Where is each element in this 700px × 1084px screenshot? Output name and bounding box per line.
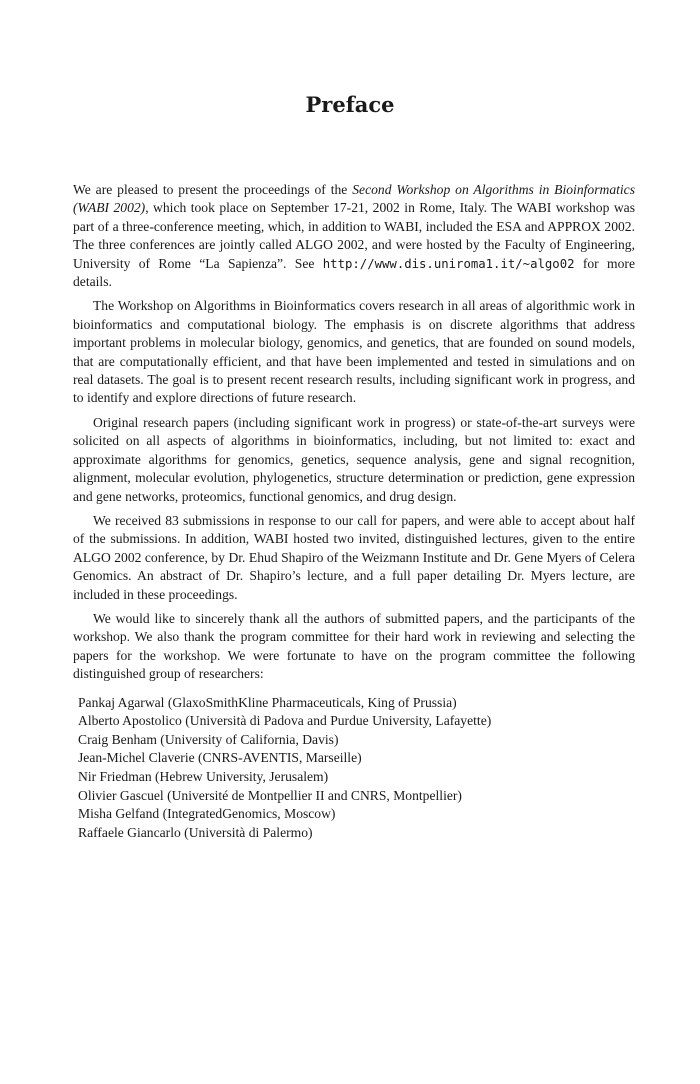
- workshop-name: Second Workshop on Algorithms in Bioinformatics (WABI 2002): [73, 182, 635, 216]
- committee-member: Nir Friedman (Hebrew University, Jerusalem): [78, 768, 329, 784]
- committee-member: Misha Gelfand (IntegratedGenomics, Moscow): [78, 806, 336, 822]
- committee-member: Raffaele Giancarlo (Università di Palermo): [78, 824, 313, 840]
- intro-text-c: for more details.: [73, 255, 635, 290]
- committee-member: Alberto Apostolico (Università di Padova and Purdue University, Lafayette): [78, 713, 492, 729]
- intro-text-a: We are pleased to present the proceedings of the: [73, 182, 353, 197]
- page-title: Preface: [305, 92, 395, 117]
- workshop-url-link[interactable]: http://www.dis.uniroma1.it/~algo02: [322, 256, 575, 271]
- paragraph-acknowledgements: We would like to sincerely thank all the authors of submitted papers, and the participants of the workshop. We also thank the program committee for their hard work in reviewing and selecting the papers for the workshop. We were fortunate to have on the program committee the following distinguished group of researchers:: [73, 610, 635, 682]
- committee-member: Olivier Gascuel (Université de Montpellier II and CNRS, Montpellier): [78, 787, 462, 803]
- paragraph-submissions: We received 83 submissions in response to our call for papers, and were able to accept about half of the submissions. In addition, WABI hosted two invited, distinguished lectures, given to the entire ALGO 2002 conference, by Dr. Ehud Shapiro of the Weizmann Institute and Dr. Gene Myers of Celera Genomics. An abstract of Dr. Shapiro’s lecture, and a full paper detailing Dr. Myers lecture, are included in these proceedings.: [73, 512, 635, 602]
- committee-member: Pankaj Agarwal (GlaxoSmithKline Pharmaceuticals, King of Prussia): [78, 694, 457, 710]
- paragraph-call-for-papers: Original research papers (including significant work in progress) or state-of-the-art surveys were solicited on all aspects of algorithms in bioinformatics, including, but not limited to: exact and approximate algorithms for genomics, genetics, sequence analysis, gene and signal recognition, alignment, molecular evolution, phylogenetics, structure determination or prediction, gene expression and gene networks, proteomics, functional genomics, and drug design.: [73, 414, 635, 504]
- committee-member: Jean-Michel Claverie (CNRS-AVENTIS, Marseille): [78, 750, 362, 766]
- intro-text-b: , which took place on September 17-21, 2002 in Rome, Italy. The WABI workshop was part of a three-conference meeting, which, in addition to WABI, included the ESA and APPROX 2002. The three conferences are jointly called ALGO 2002, and were hosted by the Faculty of Engineering, University of Rome “La Sapienza”. See: [73, 200, 635, 271]
- preface-body: [73, 181, 635, 842]
- paragraph-intro: [73, 181, 635, 291]
- paragraph-scope: The Workshop on Algorithms in Bioinformatics covers research in all areas of algorithmic work in bioinformatics and computational biology. The emphasis is on discrete algorithms that address important problems in molecular biology, genomics, and genetics, that are founded on sound models, that are computationally efficient, and that have been implemented and tested in simulations and on real datasets. The goal is to present recent research results, including significant work in progress, and to identify and explore directions of future research.: [73, 298, 635, 406]
- program-committee-list: [78, 694, 635, 843]
- committee-member: Craig Benham (University of California, Davis): [78, 731, 339, 747]
